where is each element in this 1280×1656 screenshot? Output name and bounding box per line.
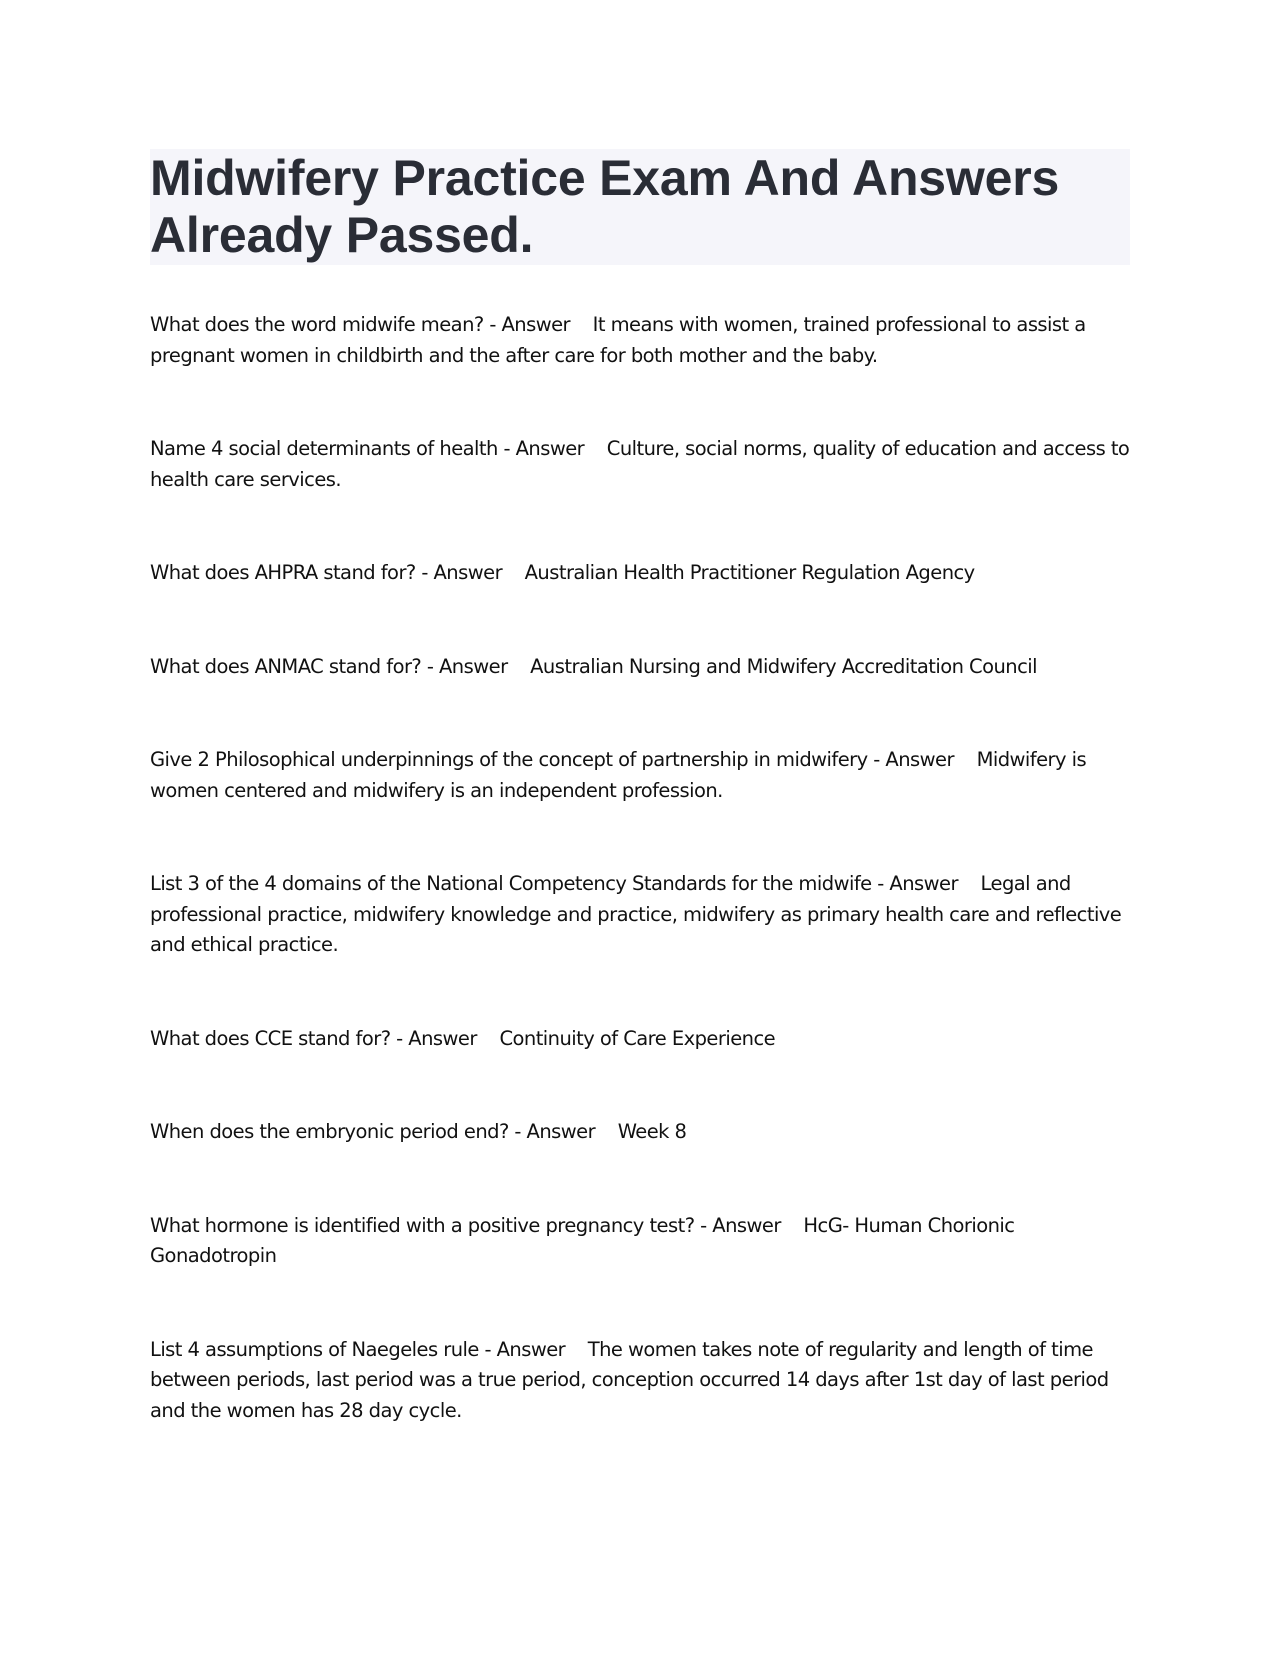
question-answer-list (150, 310, 1140, 1489)
qa-item (150, 745, 1140, 806)
qa-item (150, 310, 1140, 371)
qa-item (150, 869, 1140, 961)
answer-marker: - Answer (426, 654, 508, 678)
question-text: What does the word midwife mean? (150, 313, 484, 336)
qa-item (150, 1117, 1140, 1148)
question-text: What does CCE stand for? (150, 1026, 391, 1050)
answer-marker: - Answer (484, 1337, 566, 1361)
answer-marker: - Answer (514, 1120, 596, 1143)
answer-marker: - Answer (877, 872, 958, 895)
answer-text: Week 8 (617, 1120, 687, 1143)
answer-marker: - Answer (489, 313, 571, 336)
qa-item (150, 434, 1140, 495)
question-text: Give 2 Philosophical underpinnings of the concept of partnership in midwifery (150, 748, 868, 771)
answer-text: Culture, social norms, quality of education and access to health care services. (150, 437, 1130, 491)
question-text: List 3 of the 4 domains of the National Competency Standards for the midwife (150, 872, 872, 895)
answer-text: Midwifery is women centered and midwifery is an independent profession. (150, 748, 1087, 802)
answer-text: Australian Nursing and Midwifery Accreditation Council (530, 654, 1038, 678)
question-text: What does ANMAC stand for? (150, 654, 422, 678)
answer-marker: - Answer (421, 561, 503, 584)
answer-text: The women takes note of regularity and length of time between periods, last period was a true period, conception occurred 14 days after 1st day of last period and the women has 28 day cycle. (150, 1337, 1109, 1422)
question-text: What does AHPRA stand for? (150, 561, 416, 584)
document-title: Midwifery Practice Exam And Answers Already Passed. (150, 150, 1060, 263)
answer-marker: - Answer (396, 1026, 477, 1050)
qa-item (150, 1211, 1140, 1272)
qa-item (150, 652, 1140, 683)
question-text: List 4 assumptions of Naegeles rule (150, 1337, 479, 1361)
qa-item (150, 1024, 1140, 1055)
answer-text: HcG- Human Chorionic Gonadotropin (150, 1213, 1015, 1267)
answer-text: It means with women, trained professional to assist a pregnant women in childbirth and the after care for both mother and the baby. (150, 313, 1086, 367)
question-text: What hormone is identified with a positive pregnancy test? (150, 1213, 695, 1237)
answer-marker: - Answer (700, 1213, 781, 1237)
answer-marker: - Answer (503, 437, 585, 460)
question-text: Name 4 social determinants of health (150, 437, 498, 460)
answer-text: Australian Health Practitioner Regulation Agency (524, 561, 975, 584)
qa-item (150, 558, 1140, 589)
qa-item (150, 1335, 1140, 1427)
answer-marker: - Answer (873, 748, 954, 771)
answer-text: Continuity of Care Experience (499, 1026, 776, 1050)
question-text: When does the embryonic period end? (150, 1120, 509, 1143)
answer-text: Legal and professional practice, midwifery knowledge and practice, midwifery as primary health care and reflective and ethical practice. (150, 872, 1122, 956)
